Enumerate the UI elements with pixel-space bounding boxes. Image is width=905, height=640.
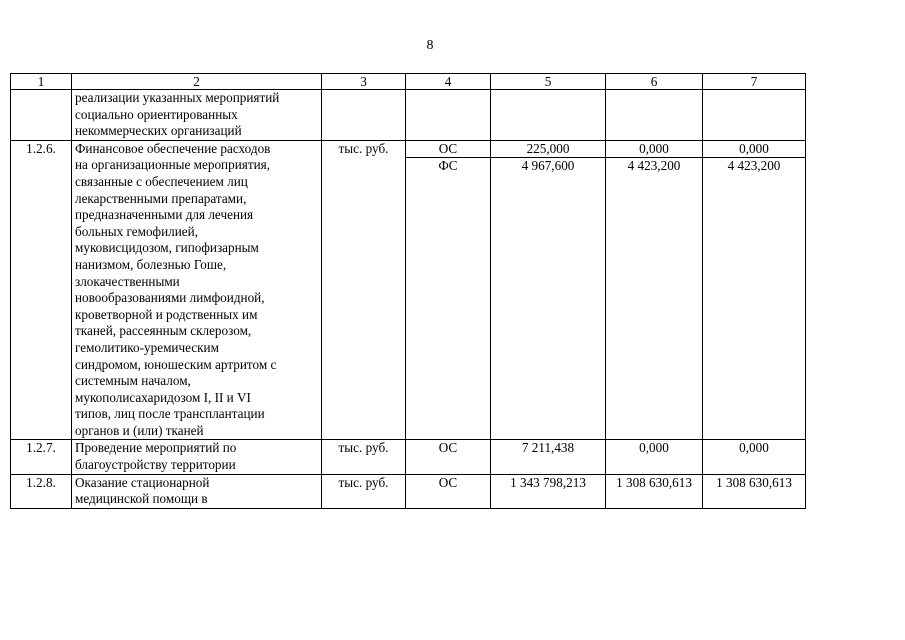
value-cell: 0,000 (606, 140, 703, 158)
name-line: органов и (или) тканей (75, 422, 204, 438)
value-cell (606, 90, 703, 141)
unit-cell: тыс. руб. (322, 474, 406, 508)
value-cell: 1 308 630,613 (703, 474, 806, 508)
name-line: лекарственными препаратами, (75, 190, 247, 206)
name-line: новообразованиями лимфоидной, (75, 290, 265, 306)
table-row-1-2-8 (11, 474, 806, 508)
name-line: связанные с обеспечением лиц (75, 173, 248, 189)
name-line: нанизмом, болезнью Гоше, (75, 256, 227, 272)
row-name (72, 474, 322, 508)
name-line: злокачественными (75, 273, 180, 289)
name-line: некоммерческих организаций (75, 123, 242, 139)
name-line: социально ориентированных (75, 106, 238, 122)
name-line: мукополисахаридозом I, II и VI (75, 389, 251, 405)
name-line: больных гемофилией, (75, 223, 199, 239)
header-col-2: 2 (72, 74, 322, 90)
unit-cell: тыс. руб. (322, 440, 406, 474)
value-cell: 4 423,200 (703, 158, 806, 440)
name-line: гемолитико-уремическим (75, 339, 219, 355)
value-cell: 225,000 (491, 140, 606, 158)
source-cell: ФС (406, 158, 491, 440)
table-row-1-2-7 (11, 440, 806, 474)
page-number: 8 (426, 38, 434, 53)
value-cell: 0,000 (606, 440, 703, 474)
value-cell (703, 90, 806, 141)
value-cell: 4 423,200 (606, 158, 703, 440)
value-cell: 4 967,600 (491, 158, 606, 440)
row-number: 1.2.7. (11, 440, 72, 474)
name-line: реализации указанных мероприятий (75, 90, 280, 105)
row-name (72, 90, 322, 141)
value-cell: 0,000 (703, 140, 806, 158)
value-cell: 1 343 798,213 (491, 474, 606, 508)
header-col-3: 3 (322, 74, 406, 90)
header-row (11, 74, 806, 90)
table-row-continuation (11, 90, 806, 141)
header-col-1: 1 (11, 74, 72, 90)
row-name (72, 140, 322, 440)
value-cell: 7 211,438 (491, 440, 606, 474)
name-line: кроветворной и родственных им (75, 306, 258, 322)
name-line: на организационные мероприятия, (75, 157, 271, 173)
header-col-5: 5 (491, 74, 606, 90)
header-col-4: 4 (406, 74, 491, 90)
source-cell: ОС (406, 440, 491, 474)
source-cell: ОС (406, 474, 491, 508)
name-line: типов, лиц после трансплантации (75, 406, 265, 422)
row-name (72, 440, 322, 474)
source-cell: ОС (406, 140, 491, 158)
value-cell: 0,000 (703, 440, 806, 474)
budget-table (10, 73, 806, 509)
header-col-7: 7 (703, 74, 806, 90)
name-line: синдромом, юношеским артритом с (75, 356, 277, 372)
value-cell: 1 308 630,613 (606, 474, 703, 508)
name-line: Финансовое обеспечение расходов (75, 140, 271, 156)
row-number: 1.2.6. (11, 140, 72, 440)
name-line: предназначенными для лечения (75, 207, 254, 223)
name-line: системным началом, (75, 373, 191, 389)
row-number (11, 90, 72, 141)
name-line: тканей, рассеянным склерозом, (75, 323, 252, 339)
table-row-1-2-6 (11, 140, 806, 158)
header-col-6: 6 (606, 74, 703, 90)
name-line: медицинской помощи в (75, 491, 208, 507)
source-cell (406, 90, 491, 141)
name-line: муковисцидозом, гипофизарным (75, 240, 259, 256)
name-line: Проведение мероприятий по (75, 440, 237, 456)
unit-cell (322, 90, 406, 141)
row-number: 1.2.8. (11, 474, 72, 508)
value-cell (491, 90, 606, 141)
name-line: благоустройству территории (75, 457, 236, 473)
name-line: Оказание стационарной (75, 474, 210, 490)
unit-cell: тыс. руб. (322, 140, 406, 440)
